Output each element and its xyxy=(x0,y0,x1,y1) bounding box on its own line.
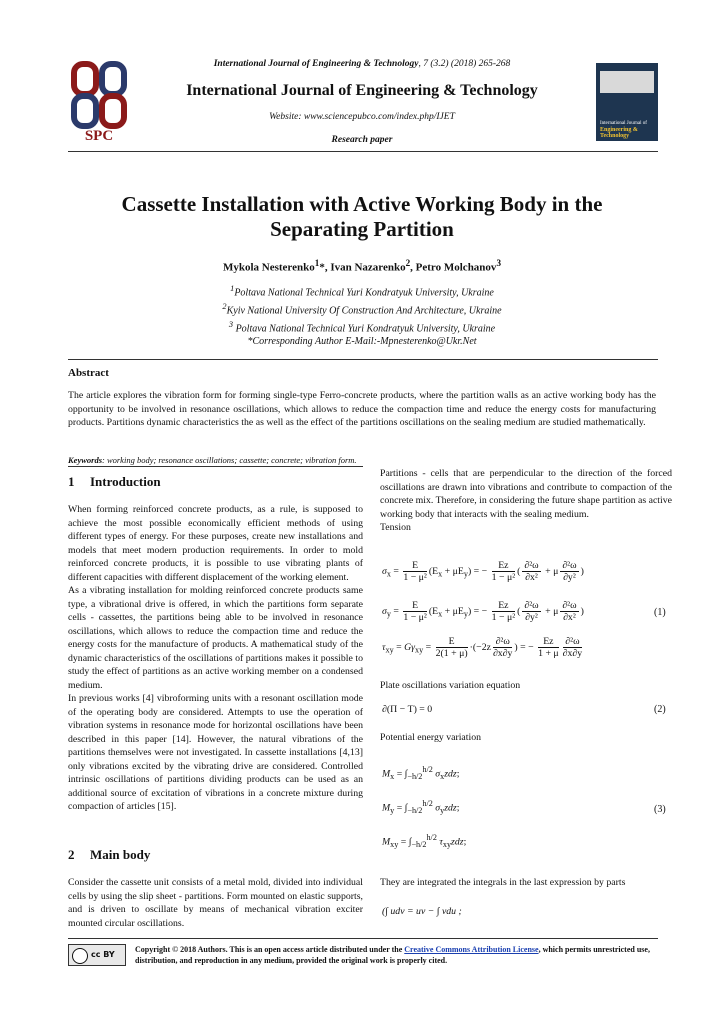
paper-title: Cassette Installation with Active Working Body in the Separating Partition xyxy=(121,192,603,241)
license-link[interactable]: Creative Commons Attribution License xyxy=(404,945,539,954)
abstract-heading: Abstract xyxy=(68,367,109,379)
potential-text: Potential energy variation xyxy=(380,732,482,743)
header-rule xyxy=(68,151,658,152)
corresponding-author: *Corresponding Author E-Mail:-Mpnesterenko@Ukr.Net xyxy=(247,336,477,348)
journal-title: International Journal of Engineering & Technology xyxy=(186,82,538,99)
equation-2: ∂(Π − T) = 0 xyxy=(382,704,433,715)
footer-rule xyxy=(68,938,658,939)
equation-3-number: (3) xyxy=(654,804,666,815)
equation-2-number: (2) xyxy=(654,704,666,715)
abstract-top-rule xyxy=(68,359,658,360)
affiliation: $^1$Poltava National Technical Yuri Kondratyuk University, Ukraine xyxy=(230,284,494,299)
keywords: Keywords: working body; resonance oscillations; cassette; concrete; vibration form. xyxy=(68,455,357,465)
author-list: Mykola Nesterenko$^1$*, Ivan Nazarenko$^2$, Petro Molchanov$^3$ xyxy=(222,258,502,274)
section-1-body: When forming reinforced concrete products, as a rule, is supposed to achieve the most possible economically efficient methods of using different types of energy. For these purposes, create new installations and models that meet modern production requirements. In order to mold reinforced concrete products, it is possible to use vibrating plants of different capacities with different displacement of the working element. As a vibrating installation for molding reinforced concrete products same type, a vibrational drive is offered, in which the partitions form separate cells - cassettes, the partitions being able to be involved in resonance oscillations, which allows to reduce the compaction time and reduce the energy costs for the manufacture of products. A mathematical study of the dynamic characteristics of the oscillations of partitions makes it possible to study the effect of partitions as an active working member on a condensed medium. In previous works [4] vibroforming units with a resonant oscillation mode of the operating body are considered. Attempts to use the operation of vibration systems in resonance mode for horizontal oscillations have been described in this paper [14]. However, the natural vibrations of the partitions themselves were not investigated. In cassette installations [4,13] only vibrations excited by the vibrating drive are considered. Controlled intrinsic oscillations of partitions dividing products can be used as an additional source of excitation of vibrations in a concrete mixture during compaction of articles [15]. xyxy=(68,504,363,812)
logo-text: SPC xyxy=(84,128,114,144)
publisher-logo xyxy=(68,60,130,144)
journal-cover: International Journal of Engineering & Technology xyxy=(596,63,658,141)
journal-website: Website: www.sciencepubco.com/index.php/IJET xyxy=(269,112,455,122)
affiliation: $^3$ Poltava National Technical Yuri Kondratyuk University, Ukraine xyxy=(228,319,496,334)
cc-icon xyxy=(72,948,88,964)
right-col-paragraph: Partitions - cells that are perpendicular to the direction of the forced oscillations are drawn into vibrations and contribute to compaction of the concrete mix. Therefore, in considering the future shape partition as active working body that interacts with the sealing medium. Tension xyxy=(380,468,672,533)
section-2-body: Consider the cassette unit consists of a metal mold, divided into individual cells by using the slip sheet - partitions. Form mounted on elastic supports, and is driven to oscillate by means of mechanical vibration exciter mounted circular oscillations. xyxy=(68,877,363,929)
abstract-text: The article explores the vibration form for forming single-type Ferro-concrete products, where the partition walls as an active working body has the opportunity to be involved in resonance oscillations, which allows to reduce the compaction time and reduce the energy costs for manufacturing products. Partitions dynamic characteristics the as well as the effect of the partitions oscillations on the sealing medium are studied mathematically. xyxy=(68,390,656,428)
integrated-text: They are integrated the integrals in the last expression by parts xyxy=(380,877,626,888)
paper-type: Research paper xyxy=(331,135,393,145)
section-2-heading: 2 Main body xyxy=(68,847,151,862)
affiliations xyxy=(90,282,634,349)
cc-by-badge[interactable]: cc BY xyxy=(68,944,126,966)
affiliation: $^2$Kyiv National University Of Construction And Architecture, Ukraine xyxy=(222,301,502,317)
equation-1: $\sigma_x$ = $\frac{E}{\text{1 − μ²}}$ $(E_x + \mu E_y)$ = − $\frac{Ez}{\text{1 − μ²}}$ ( $\frac{\text{∂²ω}}{\text{∂x²}}$ + μ $\frac{\text{∂²ω}}{\text{∂y²}}$ ) $\sigma_y$ = $\frac{E}{\text{1 − μ²}}$ $(E_x + \mu E_y)$ = − $\frac{Ez}{\text{1 − μ²}}$ ( $\frac{\text{∂²ω}}{\text{∂y²}}$ + μ $\frac{\text{∂²ω}}{\text{∂x²}}$ ) $\tau_{xy} = G\gamma_{xy}$ = $\frac{E}{2(1 + \mu)}$ ·(−2z $\frac{\text{∂²ω}}{\partial x\partial y}$ ) = − $\frac{Ez}{1 + \mu}$ $\frac{\text{∂²ω}}{\partial x\partial y}$ xyxy=(382,560,584,659)
equation-3: $M_x = \int_{-h/2}^{h/2}$ $\sigma_xzdz$; $M_y = \int_{-h/2}^{h/2}$ $\sigma_yzdz$; $M_{xy} = \int_{-h/2}^{h/2}$ $\tau_{xy}zdz$; xyxy=(382,765,467,850)
copyright-notice: Copyright © 2018 Authors. This is an open access article distributed under the Creative Commons Attribution License, which permits unrestricted use, distribution, and reproduction in any medium, provided the original work is properly cited. xyxy=(135,945,650,965)
citation-line: International Journal of Engineering & Technology, 7 (3.2) (2018) 265-268 xyxy=(213,59,511,69)
plate-text: Plate oscillations variation equation xyxy=(380,680,521,691)
equation-1-number: (1) xyxy=(654,607,666,618)
section-1-heading: 1 Introduction xyxy=(68,474,161,489)
keywords-rule xyxy=(68,466,363,467)
parts-formula: (∫ udv = uv − ∫ vdu ; xyxy=(382,906,462,917)
